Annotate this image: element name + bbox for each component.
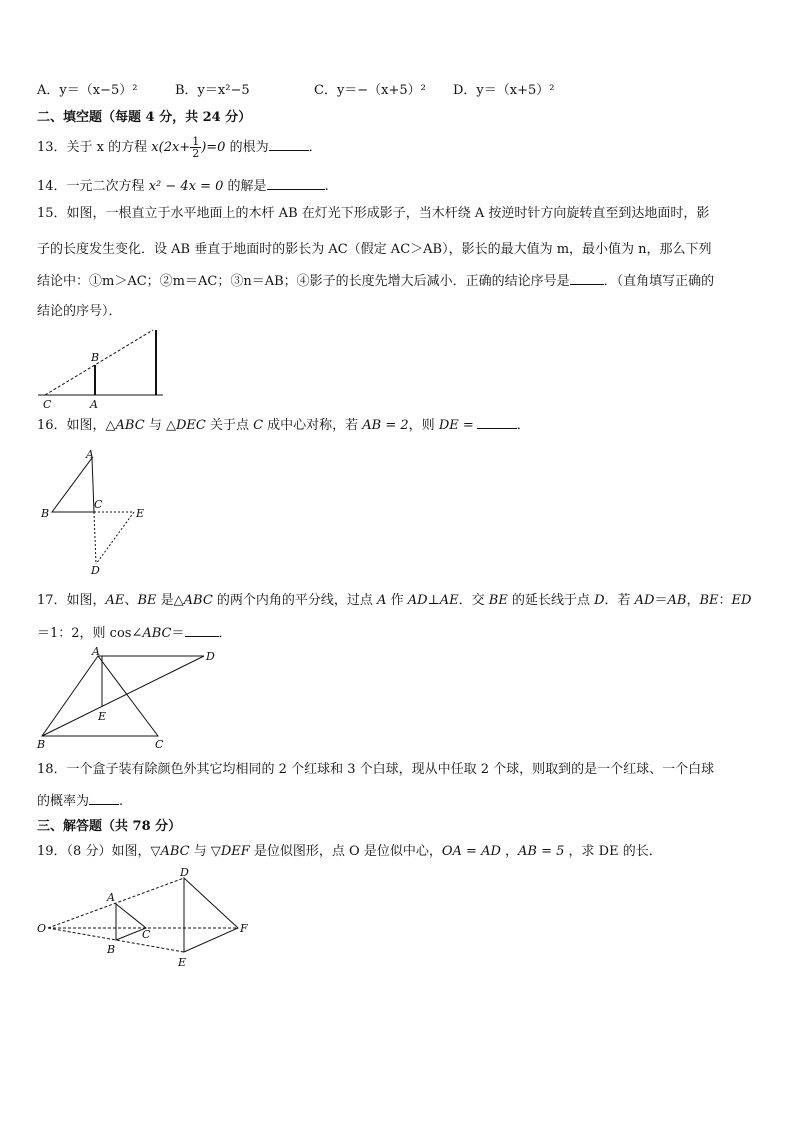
q17-l1-l: ： [718, 593, 732, 608]
q17-l1-m4: A [377, 593, 387, 608]
q19-label-o: O [37, 922, 47, 935]
q17-l1-m2: BE [137, 593, 157, 608]
q17-l1-m7: BE [488, 593, 508, 608]
q19-label-f: F [240, 922, 248, 935]
q13-end: ． [308, 140, 322, 155]
q13-fraction [190, 136, 201, 159]
q16-label-c: C [94, 498, 103, 511]
q14-end: . [324, 179, 329, 194]
q16-segment-cd [94, 512, 96, 564]
option-c: C．y＝−（x+5）² [314, 83, 426, 98]
q19-label-d: D [180, 866, 189, 879]
q19-math-b: ▽DEF [210, 844, 250, 859]
q15-label-a: A [90, 398, 98, 410]
q13-prefix: 13．关于 x 的方程 [37, 140, 152, 155]
q19-label-b: B [107, 943, 116, 956]
q17-l1-m9: AD [634, 593, 655, 608]
q15-answer-blank[interactable] [570, 270, 604, 285]
q17-l1-f: ⊥ [427, 593, 440, 608]
q18-answer-blank[interactable] [89, 790, 119, 805]
question-14 [37, 175, 329, 197]
q17-line-1 [37, 591, 751, 611]
q16-figure [38, 446, 156, 578]
q19-triangle-def [184, 878, 238, 952]
q17-label-d: D [206, 650, 215, 663]
q17-l1-e: 作 [386, 593, 408, 608]
q19-label-c: C [142, 928, 151, 941]
q15-line-3b: ．（直角填写正确的 [603, 274, 715, 289]
q16-math-a: △ABC [105, 418, 145, 433]
q18-end: . [119, 794, 124, 809]
q16-mid-3: 成中心对称，若 [263, 418, 363, 433]
q13-suffix: 的根为 [225, 140, 269, 155]
q17-l1-m8: D [594, 593, 605, 608]
q13-math-c: )=0 [201, 140, 226, 155]
q13-answer-blank[interactable] [269, 136, 309, 151]
q17-l1-b: 、 [124, 593, 138, 608]
q15-line-4: 结论的序号）． [37, 304, 122, 319]
q19-mid-4: ，求 DE 的长． [564, 844, 662, 859]
q17-label-c: C [155, 738, 164, 751]
q13-math-a: x [151, 140, 159, 155]
q15-label-b: B [91, 351, 100, 364]
q19-math-d: AB = 5 [518, 844, 565, 859]
q16-mid-2: 关于点 [205, 418, 254, 433]
option-b: B．y＝x²−5 [175, 83, 250, 98]
q17-l1-h: 的延长线于点 [507, 593, 595, 608]
q16-triangle-abc [52, 458, 94, 512]
q17-l1-j: ＝ [654, 593, 668, 608]
q19-math-c: OA = AD [441, 844, 501, 859]
question-16 [37, 414, 530, 436]
q13-fraction-den: 2 [192, 147, 200, 160]
q15-line-3 [37, 270, 714, 292]
q16-math-d: AB = 2 [362, 418, 409, 433]
q14-prefix: 14．一元二次方程 [37, 179, 149, 194]
q19-mid-2: 是位似图形，点 O 是位似中心， [249, 844, 442, 859]
q16-label-d: D [91, 564, 100, 577]
q19-math-a: ▽ABC [150, 844, 190, 859]
q16-math-b: △DEC [165, 418, 206, 433]
q17-l1-i: ．若 [604, 593, 635, 608]
q17-triangle-abc [42, 656, 158, 736]
q16-mid-1: 与 [144, 418, 166, 433]
q15-line-2: 子的长度发生变化．设 AB 垂直于地面时的影长为 AC（假定 AC＞AB），影长的最大值为 m，最小值为 n，那么下列 [37, 242, 712, 257]
q16-label-a: A [86, 448, 94, 461]
q17-l1-c: 是△ [156, 593, 184, 608]
q17-label-a: A [92, 645, 100, 658]
section2-title: 二、填空题（每题 4 分，共 24 分） [37, 110, 252, 125]
option-a: A．y＝（x−5）² [37, 83, 138, 98]
q17-l2-a: ＝1：2，则 cos∠ [37, 626, 143, 641]
q17-l2-b: ＝ [171, 626, 185, 641]
q19-mid-3: ， [500, 844, 519, 859]
q15-label-c: C [43, 398, 52, 410]
q19-label-a: A [107, 891, 115, 904]
q14-answer-blank[interactable] [267, 175, 325, 190]
q15-line-1: 15．如图，一根直立于水平地面上的木杆 AB 在灯光下形成影子，当木杆绕 A 按逆时针方向旋转直至到达地面时，影 [37, 206, 710, 221]
q16-math-c: C [253, 418, 264, 433]
q18-line-2-text: 的概率为 [37, 794, 90, 809]
q19-figure [34, 866, 264, 972]
q17-line-2 [37, 622, 232, 644]
q19-prefix: 19．（8 分）如图， [37, 844, 151, 859]
q17-label-b: B [37, 738, 46, 751]
q14-math: x² − 4x = 0 [148, 179, 224, 194]
q17-l1-m12: ED [731, 593, 752, 608]
question-19 [37, 842, 662, 862]
q18-line-2 [37, 790, 123, 812]
q17-label-e: E [98, 710, 107, 723]
q16-prefix: 16．如图， [37, 418, 106, 433]
q14-suffix: 的解是 [223, 179, 267, 194]
q17-l1-g: ．交 [458, 593, 489, 608]
q16-answer-blank[interactable] [477, 414, 517, 429]
q17-l1-m5: AD [407, 593, 428, 608]
q19-mid-1: 与 [189, 844, 211, 859]
q13-math-b: (2x+ [158, 140, 191, 155]
q17-figure [32, 644, 232, 754]
q17-segment-bd [42, 656, 204, 736]
q16-label-e: E [136, 507, 145, 520]
q17-l2-m: ABC [142, 626, 172, 641]
q17-l1-a: 17．如图， [37, 593, 106, 608]
q17-l1-k: ， [686, 593, 700, 608]
q16-label-b: B [41, 507, 50, 520]
q17-l1-m3: ABC [183, 593, 213, 608]
q17-answer-blank[interactable] [185, 622, 219, 637]
q15-line-3a: 结论中：①m＞AC；②m＝AC；③n＝AB；④影子的长度先增大后减小．正确的结论序号是 [37, 274, 570, 289]
q16-math-e: DE = [438, 418, 474, 433]
q17-l1-m6: AE [439, 593, 459, 608]
q16-segment-ed [96, 512, 134, 564]
q18-line-1: 18．一个盒子装有除颜色外其它均相同的 2 个红球和 3 个白球，现从中任取 2 个球，则取到的是一个红球、一个白球 [37, 762, 715, 777]
question-13 [37, 132, 322, 164]
q19-label-e: E [178, 956, 187, 969]
q17-l1-m1: AE [105, 593, 125, 608]
q16-end: ． [516, 418, 530, 433]
q17-l1-m11: BE [699, 593, 719, 608]
q17-end: ． [218, 626, 232, 641]
section3-title: 三、解答题（共 78 分） [37, 819, 182, 834]
q17-l1-d: 的两个内角的平分线，过点 [212, 593, 378, 608]
q15-figure [33, 322, 173, 410]
q13-fraction-num: 1 [192, 135, 200, 148]
q17-l1-m10: AB [667, 593, 687, 608]
q16-mid-4: ，则 [408, 418, 439, 433]
option-d: D．y＝（x+5）² [453, 83, 555, 98]
